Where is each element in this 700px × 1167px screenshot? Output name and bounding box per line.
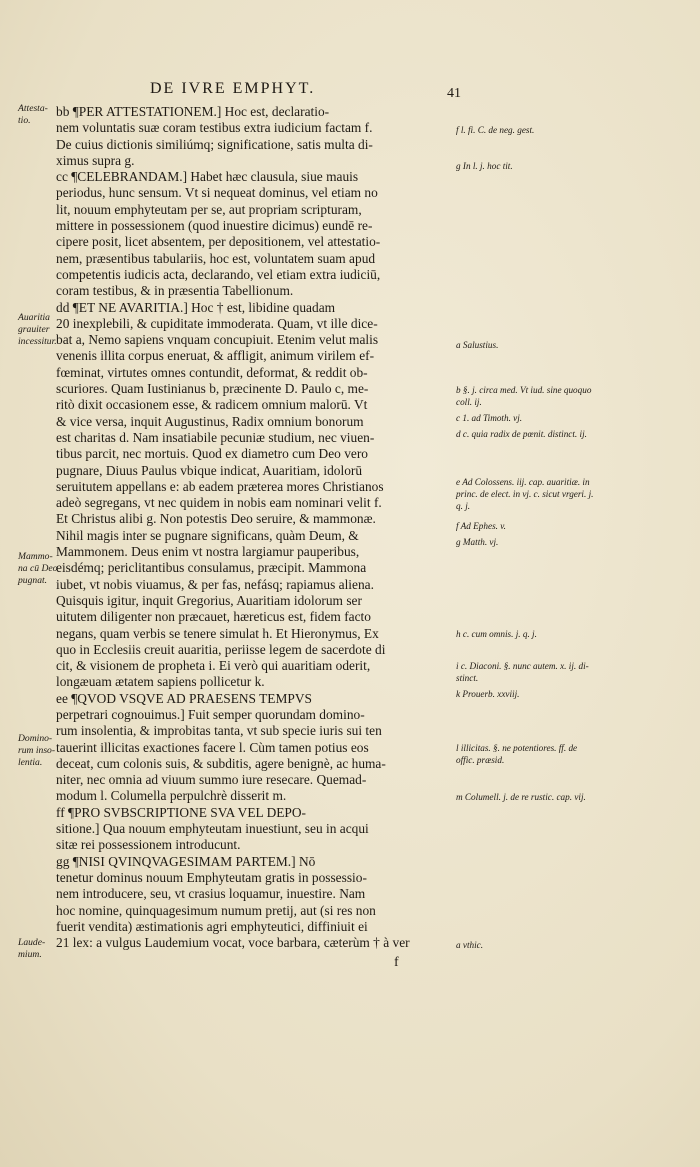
text-line: sitæ rei possessionem introducunt. bbox=[56, 837, 241, 853]
text-line: sitione.] Qua nouum emphyteutam inuestiunt, seu in acqui bbox=[56, 821, 369, 837]
text-line: gg ¶NISI QVINQVAGESIMAM PARTEM.] Nō bbox=[56, 853, 316, 869]
text-line: ee ¶QVOD VSQVE AD PRAESENS TEMPVS bbox=[56, 690, 312, 706]
right-margin-note: stinct. bbox=[456, 673, 479, 683]
text-line: bat a, Nemo sapiens vnquam concupiuit. Etenim velut malis bbox=[56, 332, 379, 348]
text-line: scuriores. Quam Iustinianus b, præcinente D. Paulo c, me- bbox=[56, 381, 369, 397]
left-margin-note: Domino- rum inso- lentia. bbox=[18, 733, 56, 768]
text-line: lit, nouum emphyteutam per se, aut propriam scripturam, bbox=[56, 201, 362, 217]
right-margin-note: offic. præsid. bbox=[456, 755, 505, 765]
text-line: tenetur dominus nouum Emphyteutam gratis in possessio- bbox=[56, 869, 367, 885]
text-line: quo in Ecclesiis creuit auaritia, periisse legem de sacerdote di bbox=[56, 641, 386, 657]
text-line: negans, quam verbis se tenere simulat h. Et Hieronymus, Ex bbox=[56, 625, 379, 641]
text-line: cc ¶CELEBRANDAM.] Habet hæc clausula, siue mauis bbox=[56, 169, 359, 185]
right-margin-note: c 1. ad Timoth. vj. bbox=[456, 413, 523, 423]
text-line: periodus, hunc sensum. Vt si nequeat dominus, vel etiam no bbox=[56, 185, 378, 201]
right-margin-note: g In l. j. hoc tit. bbox=[456, 161, 513, 171]
text-line: cit, & visionem de propheta i. Ei verò qui auaritiam oderit, bbox=[56, 658, 371, 674]
right-margin-note: m Columell. j. de re rustic. cap. vij. bbox=[456, 792, 586, 802]
right-margin-note: q. j. bbox=[456, 501, 471, 511]
text-line: iubet, vt nobis viuamus, & per fas, nefásq; rapiamus aliena. bbox=[56, 576, 374, 592]
text-line: rum insolentia, & improbitas tanta, vt sub specie iuris sui ten bbox=[56, 723, 382, 739]
text-line: modum l. Columella perpulchrè disserit m. bbox=[56, 788, 287, 804]
text-line: & vice versa, inquit Augustinus, Radix omnium bonorum bbox=[56, 413, 364, 429]
page-header-title: DE IVRE EMPHYT. bbox=[150, 80, 316, 97]
right-margin-note: f Ad Ephes. v. bbox=[456, 521, 506, 531]
right-margin-note: f l. fi. C. de neg. gest. bbox=[456, 125, 535, 135]
right-margin-note: a vthic. bbox=[456, 940, 484, 950]
text-line: 20 inexplebili, & cupiditate immoderata. Quam, vt ille dice- bbox=[56, 315, 378, 331]
text-line: cipere posit, licet absentem, per depositionem, vel attestatio- bbox=[56, 234, 381, 250]
text-line: ritò dixit occasionem esse, & radicem omnium malorū. Vt bbox=[56, 397, 368, 413]
text-line: deceat, cum colonis suis, & subditis, agere benignè, ac huma- bbox=[56, 755, 386, 771]
text-line: bb ¶PER ATTESTATIONEM.] Hoc est, declaratio- bbox=[56, 104, 330, 119]
right-margin-note: e Ad Colossens. iij. cap. auaritiæ. in bbox=[456, 477, 590, 487]
right-margin-note: l illicitas. §. ne potentiores. ff. de bbox=[456, 743, 578, 753]
text-line: venenis illita corpus eneruat, & affligit, animum virilem ef- bbox=[56, 348, 375, 364]
text-line: 21 lex: a vulgus Laudemium vocat, voce barbara, cæterùm † à ver bbox=[56, 935, 410, 951]
left-margin-note: Mammo- na cū Deo pugnat. bbox=[18, 551, 58, 586]
right-margin-note: h c. cum omnis. j. q. j. bbox=[456, 629, 537, 639]
text-line: Quisquis igitur, inquit Gregorius, Auaritiam idolorum ser bbox=[56, 592, 362, 608]
text-line: De cuius dictionis similiúmq; significatione, satis multa di- bbox=[56, 136, 373, 152]
right-margin-note: k Prouerb. xxviij. bbox=[456, 689, 520, 699]
left-margin-note: Laude- mium. bbox=[18, 937, 46, 960]
text-line: ff ¶PRO SVBSCRIPTIONE SVA VEL DEPO- bbox=[56, 804, 306, 820]
text-line: Mammonem. Deus enim vt nostra largiamur pauperibus, bbox=[56, 544, 360, 560]
text-line: nem, præsentibus tabulariis, hoc est, voluntatem suam apud bbox=[56, 250, 376, 266]
right-margin-note: a Salustius. bbox=[456, 340, 499, 350]
text-line: mittere in possessionem (quod inuestire dicimus) eundē re- bbox=[56, 218, 373, 234]
text-line: tauerint illicitas exactiones facere l. Cùm tamen potius eos bbox=[56, 739, 369, 755]
text-line: adeò segregans, vt nec quidem in nobis eam nominari velit f. bbox=[56, 495, 382, 511]
text-line: ximus supra g. bbox=[56, 152, 135, 168]
text-line: nem introducere, seu, vt crasius loquamur, inuestire. Nam bbox=[56, 886, 366, 902]
left-margin-note: Attesta- tio. bbox=[18, 103, 48, 126]
right-margin-note: princ. de elect. in vj. c. sicut vrgeri. j. bbox=[456, 489, 594, 499]
right-margin-note: coll. ij. bbox=[456, 397, 482, 407]
right-margin-note: i c. Diaconi. §. nunc autem. x. ij. di- bbox=[456, 661, 589, 671]
text-line: eisdémq; periclitantibus consulamus, præcipit. Mammona bbox=[56, 560, 367, 576]
text-line: tibus parcit, nec mortuis. Quod ex diametro cum Deo vero bbox=[56, 446, 368, 462]
text-line: competentis iudicis acta, declarando, vel etiam extra iudiciū, bbox=[56, 266, 381, 282]
text-line: dd ¶ET NE AVARITIA.] Hoc † est, libidine quadam bbox=[56, 299, 336, 315]
text-line: est charitas d. Nam insatiabile pecuniæ studium, nec viuen- bbox=[56, 429, 375, 445]
text-line: niter, nec omnia ad viuum summo iure resecare. Quemad- bbox=[56, 772, 367, 788]
main-text-block bbox=[56, 104, 448, 951]
text-line: fuerit vendita) æstimationis agri emphyteutici, diffiniuit ei bbox=[56, 918, 368, 934]
left-margin-note: Auaritia grauiter incessitur. bbox=[18, 312, 57, 347]
text-line: Nihil magis inter se pugnare significans, quàm Deum, & bbox=[56, 527, 359, 543]
text-line: hoc nomine, quinquagesimum numum pretij, aut (si res non bbox=[56, 902, 376, 918]
right-margin-note: g Matth. vj. bbox=[456, 537, 499, 547]
text-line: longæuam ætatem sapiens pollicetur k. bbox=[56, 674, 265, 690]
right-margin-note: d c. quia radix de pœnit. distinct. ij. bbox=[456, 429, 587, 439]
right-margin-note: b §. j. circa med. Vt iud. sine quoquo bbox=[456, 385, 592, 395]
text-line: pugnare, Diuus Paulus vbique indicat, Auaritiam, idolorū bbox=[56, 462, 363, 478]
page-number: 41 bbox=[447, 86, 461, 101]
text-line: uitutem diligenter non præcauet, hæreticus est, fidem facto bbox=[56, 609, 371, 625]
text-line: coram testibus, & in præsentia Tabellionum. bbox=[56, 283, 294, 299]
text-line: nem voluntatis suæ coram testibus extra iudicium factam f. bbox=[56, 120, 373, 136]
signature-mark: f bbox=[394, 955, 399, 970]
text-line: perpetrari cognouimus.] Fuit semper quorundam domino- bbox=[56, 706, 365, 722]
text-line: seruitutem appellans e: ab eadem præterea mores Christianos bbox=[56, 478, 384, 494]
text-line: Et Christus alibi g. Non potestis Deo seruire, & mammonæ. bbox=[56, 511, 376, 527]
text-line: fœminat, virtutes omnes contundit, deformat, & reddit ob- bbox=[56, 364, 368, 380]
